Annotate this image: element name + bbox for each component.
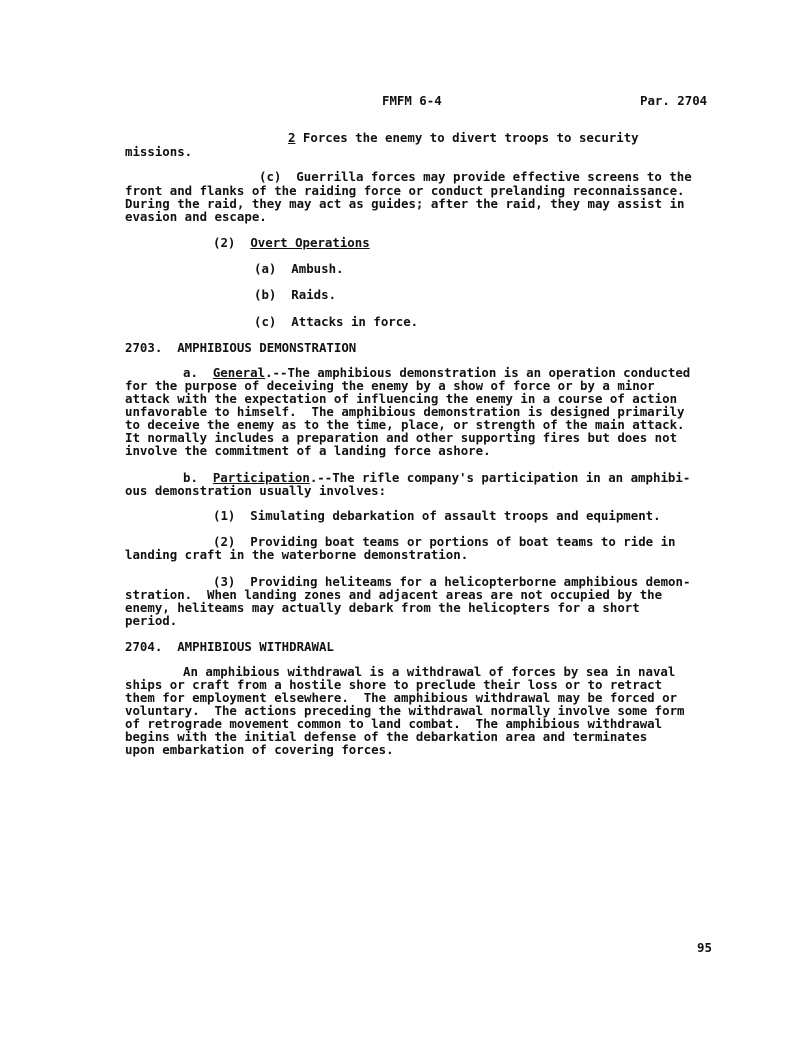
participation-item-3-line-1: (3) Providing heliteams for a helicopterborne amphibious demon-: [213, 574, 691, 589]
overt-operations-title: Overt Operations: [250, 235, 370, 250]
overt-item-a: (a) Ambush.: [254, 261, 344, 276]
participation-item-3-line-3: enemy, heliteams may actually debark from the helicopters for a short: [125, 600, 640, 615]
participation-text: .--The rifle company's participation in an amphibi-: [309, 470, 691, 485]
item-2-number: 2: [288, 130, 296, 145]
withdrawal-line-2: ships or craft from a hostile shore to preclude their loss or to retract: [125, 677, 663, 692]
item-c-line-4: evasion and escape.: [125, 209, 267, 224]
withdrawal-line-5: of retrograde movement common to land combat. The amphibious withdrawal: [125, 716, 663, 731]
participation-prefix: b.: [183, 470, 213, 485]
participation-item-3-line-4: period.: [125, 613, 178, 628]
participation-line-2: ous demonstration usually involves:: [125, 483, 387, 498]
overt-item-c: (c) Attacks in force.: [254, 314, 419, 329]
general-text: .--The amphibious demonstration is an operation conducted: [265, 365, 691, 380]
participation-item-2-line-2: landing craft in the waterborne demonstration.: [125, 547, 469, 562]
section-2703-heading: 2703. AMPHIBIOUS DEMONSTRATION: [125, 340, 357, 355]
general-line-3: attack with the expectation of influencing the enemy in a course of action: [125, 391, 678, 406]
item-2-line-1: [288, 131, 639, 144]
general-line-2: for the purpose of deceiving the enemy by a show of force or by a minor: [125, 378, 655, 393]
overt-item-b: (b) Raids.: [254, 287, 337, 302]
item-c-line-2: front and flanks of the raiding force or conduct prelanding reconnaissance.: [125, 183, 685, 198]
document-title: FMFM 6-4: [382, 93, 442, 108]
overt-operations-heading: [213, 236, 370, 249]
page-number: 95: [697, 940, 712, 955]
participation-item-2-line-1: (2) Providing boat teams or portions of boat teams to ride in: [213, 534, 676, 549]
general-prefix: a.: [183, 365, 213, 380]
participation-item-3-line-2: stration. When landing zones and adjacent areas are not occupied by the: [125, 587, 663, 602]
withdrawal-line-6: begins with the initial defense of the debarkation area and terminates: [125, 729, 648, 744]
withdrawal-line-7: upon embarkation of covering forces.: [125, 742, 394, 757]
withdrawal-line-3: them for employment elsewhere. The amphibious withdrawal may be forced or: [125, 690, 678, 705]
withdrawal-line-4: voluntary. The actions preceding the withdrawal normally involve some form: [125, 703, 685, 718]
participation-label: Participation: [212, 470, 310, 485]
item-2-line-2: missions.: [125, 144, 193, 159]
participation-item-1: (1) Simulating debarkation of assault troops and equipment.: [213, 508, 661, 523]
section-2704-heading: 2704. AMPHIBIOUS WITHDRAWAL: [125, 639, 334, 654]
item-2-text: Forces the enemy to divert troops to security: [295, 130, 639, 145]
general-line-5: to deceive the enemy as to the time, place, or strength of the main attack.: [125, 417, 685, 432]
general-line-7: involve the commitment of a landing force ashore.: [125, 443, 491, 458]
overt-operations-number: (2): [213, 235, 251, 250]
paragraph-reference: Par. 2704: [640, 93, 708, 108]
general-line-4: unfavorable to himself. The amphibious demonstration is designed primarily: [125, 404, 685, 419]
general-label: General: [212, 365, 266, 380]
item-c-line-1: (c) Guerrilla forces may provide effective screens to the: [259, 169, 692, 184]
general-line-6: It normally includes a preparation and other supporting fires but does not: [125, 430, 678, 445]
item-c-line-3: During the raid, they may act as guides; after the raid, they may assist in: [125, 196, 685, 211]
withdrawal-line-1: An amphibious withdrawal is a withdrawal of forces by sea in naval: [183, 664, 676, 679]
